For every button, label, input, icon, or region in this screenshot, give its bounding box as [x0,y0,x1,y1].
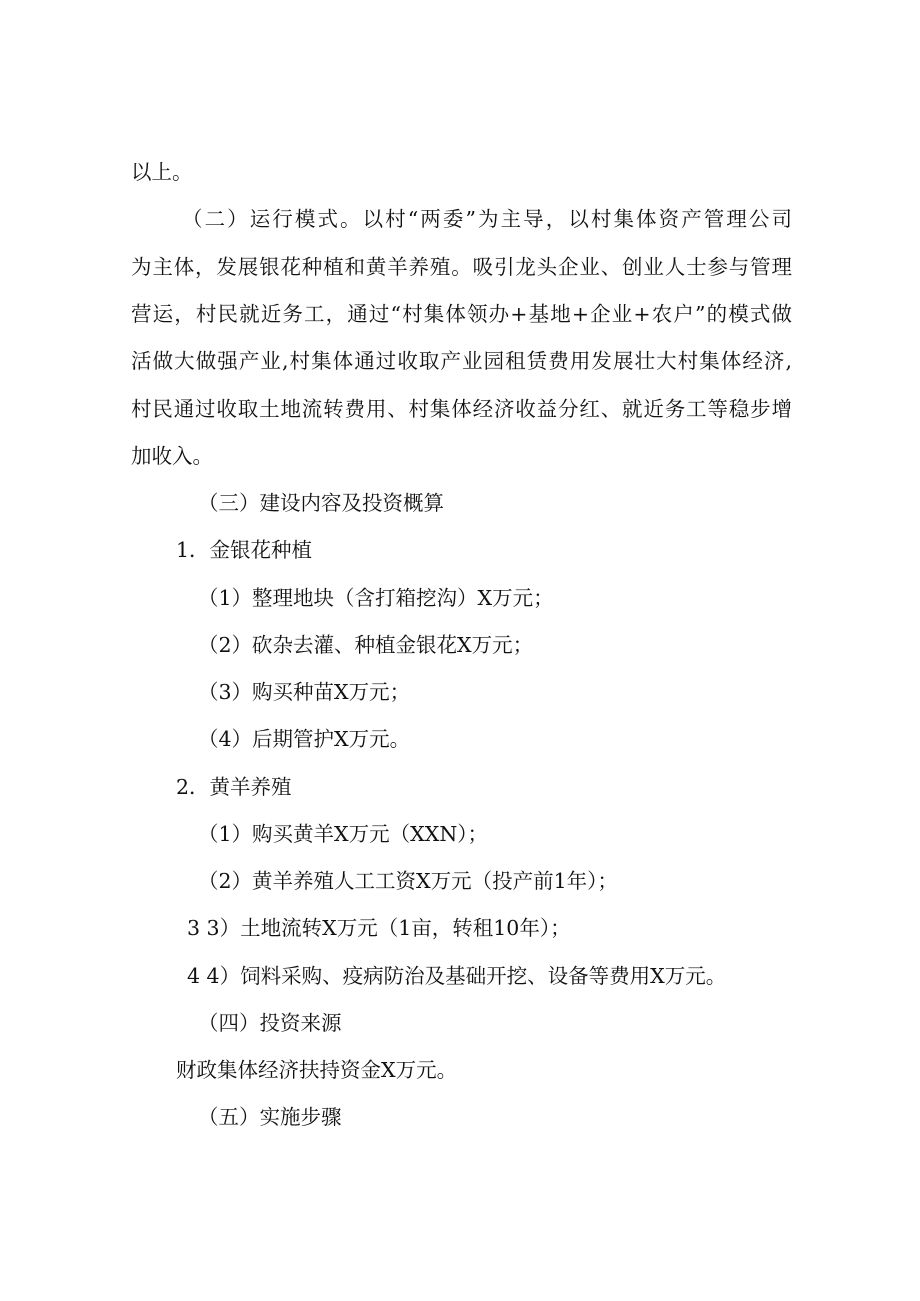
paragraph-line: 为主体，发展银花种植和黄羊养殖。吸引龙头企业、创业人士参与管理 [131,255,792,279]
paragraph-line: 财政集体经济扶持资金X万元。 [176,1058,458,1082]
list-item: 3 3）土地流转X万元（1亩，转租10年）； [187,916,571,940]
paragraph-line: 营运，村民就近务工，通过“村集体领办+基地+企业+农户”的模式做 [131,302,792,326]
section-heading-funding: （四）投资来源 [198,1011,342,1035]
paragraph-line: 以上。 [131,160,193,184]
section-heading-construction: （三）建设内容及投资概算 [198,491,444,515]
list-item: （1）购买黄羊X万元（XXN）； [198,822,489,846]
list-item: （1）整理地块（含打箱挖沟）X万元； [198,586,554,610]
paragraph-line: 活做大做强产业,村集体通过收取产业园租赁费用发展壮大村集体经济, [131,349,792,373]
subheading-yellow-goat: 2．黄羊养殖 [176,775,292,799]
paragraph-line: 村民通过收取土地流转费用、村集体经济收益分红、就近务工等稳步增 [131,397,792,421]
section-heading-steps: （五）实施步骤 [198,1105,342,1129]
section-heading-operation-mode: （二）运行模式。以村“两委”为主导，以村集体资产管理公司 [182,207,792,231]
list-item: 4 4）饲料采购、疫病防治及基础开挖、设备等费用X万元。 [187,964,727,988]
subheading-honeysuckle: 1．金银花种植 [176,538,313,562]
paragraph-line: 加收入。 [131,444,213,468]
list-item: （2）黄羊养殖人工工资X万元（投产前1年）； [198,869,618,893]
list-item: （3）购买种苗X万元； [198,680,411,704]
list-item: （2）砍杂去灌、种植金银花X万元； [198,633,534,657]
list-item: （4）后期管护X万元。 [198,727,411,751]
